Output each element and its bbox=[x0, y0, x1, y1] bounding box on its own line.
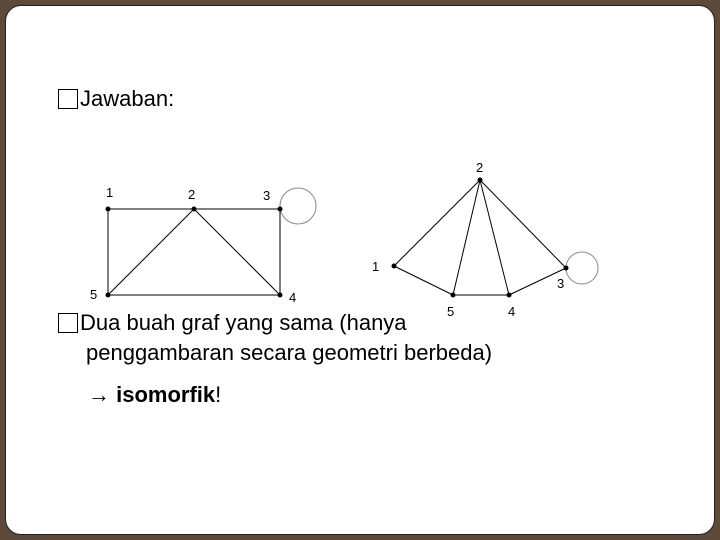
vertex-r-1 bbox=[392, 264, 397, 269]
vertex-4 bbox=[278, 293, 283, 298]
left-label-1: 1 bbox=[106, 185, 114, 200]
edge-r-1-5 bbox=[394, 266, 453, 295]
vertex-r-3 bbox=[564, 266, 569, 271]
left-label-2: 2 bbox=[188, 187, 196, 202]
right-label-4: 4 bbox=[508, 304, 516, 319]
result-bold: isomorfik bbox=[116, 382, 216, 407]
loop-r-3 bbox=[566, 252, 598, 284]
vertex-r-4 bbox=[507, 293, 512, 298]
right-label-3: 3 bbox=[557, 276, 565, 291]
vertex-r-5 bbox=[451, 293, 456, 298]
right-graph bbox=[394, 180, 598, 295]
left-vertices bbox=[106, 207, 283, 298]
edge-r-2-4 bbox=[480, 180, 509, 295]
edge-2-5 bbox=[108, 209, 194, 295]
arrow-icon: → bbox=[88, 382, 110, 407]
left-graph bbox=[108, 188, 316, 295]
vertex-2 bbox=[192, 207, 197, 212]
vertex-5 bbox=[106, 293, 111, 298]
right-label-1: 1 bbox=[372, 259, 380, 274]
edge-r-1-2 bbox=[394, 180, 480, 266]
left-label-4: 4 bbox=[289, 290, 297, 305]
vertex-r-2 bbox=[478, 178, 483, 183]
edge-2-4 bbox=[194, 209, 280, 295]
result-line bbox=[88, 382, 221, 408]
left-label-3: 3 bbox=[263, 188, 271, 203]
body-line-2: penggambaran secara geometri berbeda) bbox=[86, 340, 493, 365]
right-label-2: 2 bbox=[476, 160, 484, 175]
body-line-1: Dua buah graf yang sama (hanya bbox=[80, 310, 407, 335]
result-tail: ! bbox=[215, 382, 222, 407]
edge-r-2-5 bbox=[453, 180, 480, 295]
answer-label: Jawaban: bbox=[80, 86, 175, 111]
loop-3 bbox=[280, 188, 316, 224]
bullet-icon bbox=[58, 313, 78, 333]
edge-r-2-3 bbox=[480, 180, 566, 268]
body-bullet bbox=[58, 310, 407, 336]
left-label-5: 5 bbox=[90, 287, 98, 302]
right-label-5: 5 bbox=[447, 304, 455, 319]
vertex-3 bbox=[278, 207, 283, 212]
vertex-1 bbox=[106, 207, 111, 212]
